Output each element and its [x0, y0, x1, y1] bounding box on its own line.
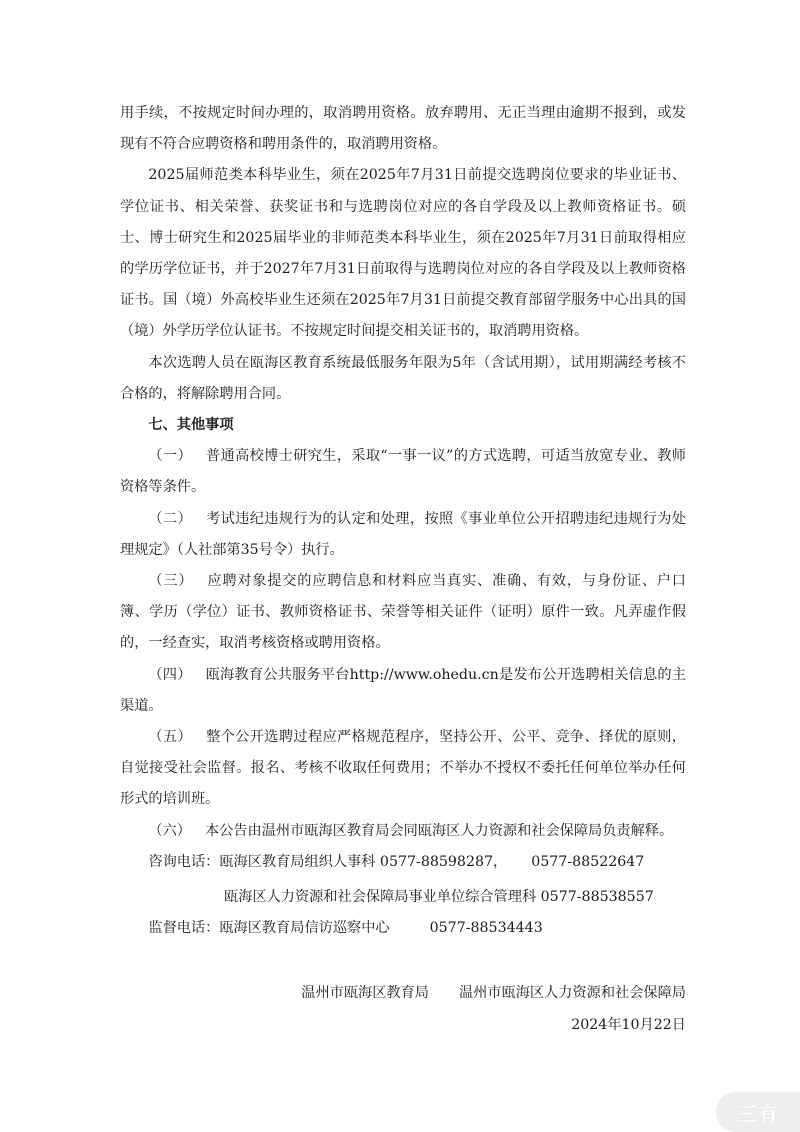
watermark-badge: [716, 1092, 800, 1132]
consult-phone-line-2: [120, 882, 686, 913]
signature-org2: 温州市瓯海区人力资源和社会保障局: [458, 985, 686, 1002]
supervise-phone: 0577-88534443: [429, 920, 543, 937]
item-label: （三）: [148, 573, 194, 590]
item-label: （二）: [148, 510, 193, 527]
paragraph-continued: 用手续，不按规定时间办理的，取消聘用资格。放弃聘用、无正当理由逾期不报到，或发现有不符合应聘资格和聘用条件的，取消聘用资格。: [120, 105, 686, 153]
item-text: 考试违纪违规行为的认定和处理，按照《事业单位公开招聘违纪违规行为处理规定》（人社部第35号令）执行。: [120, 510, 686, 558]
signature-date: 2024年10月22日: [571, 1016, 686, 1033]
consult-phone-line: [120, 847, 686, 878]
signature-orgs: [120, 978, 686, 1009]
consult-dept2: 瓯海区人力资源和社会保障局事业单位综合管理科 0577-88538557: [224, 889, 654, 906]
watermark-text: 三有: [737, 1101, 779, 1126]
signature-org1: 温州市瓯海区教育局: [301, 985, 429, 1002]
list-item: [120, 816, 686, 847]
supervise-label: 监督电话：: [148, 920, 220, 937]
list-item: [120, 504, 686, 566]
consult-label: 咨询电话：: [148, 853, 220, 870]
list-item: [120, 566, 686, 660]
item-text: 瓯海教育公共服务平台http://www.ohedu.cn是发布公开选聘相关信息的主渠道。: [120, 666, 686, 714]
list-item: [120, 660, 686, 722]
list-item: [120, 722, 686, 816]
section-heading: 七、其他事项: [148, 417, 234, 434]
paragraph-service-term: 本次选聘人员在瓯海区教育系统最低服务年限为5年（含试用期），试用期满经考核不合格的，将解除聘用合同。: [120, 354, 686, 402]
list-item: [120, 441, 686, 503]
supervise-dept: 瓯海区教育局信访巡察中心: [219, 920, 390, 937]
paragraph-certificates: 2025届师范类本科毕业生，须在2025年7月31日前提交选聘岗位要求的毕业证书、学位证书、相关荣誉、获奖证书和与选聘岗位对应的各自学段及以上教师资格证书。硕士、博士研究生和2025届毕业的非师范类本科毕业生，须在2025年7月31日前取得相应的学历学位证书，并于2027年7月31日前取得与选聘岗位对应的各自学段及以上教师资格证书。国（境）外高校毕业生还须在2025年7月31日前提交教育部留学服务中心出具的国（境）外学历学位认证书。不按规定时间提交相关证书的，取消聘用资格。: [120, 167, 686, 340]
item-label: （一）: [148, 448, 192, 465]
document-page: [120, 98, 686, 1041]
item-label: （六）: [148, 822, 191, 839]
item-label: （四）: [148, 666, 192, 683]
item-text: 整个公开选聘过程应严格规范程序，坚持公开、公平、竞争、择优的原则，自觉接受社会监督。报名、考核不收取任何费用；不举办不授权不委托任何单位举办任何形式的培训班。: [120, 729, 686, 808]
consult-dept1: 瓯海区教育局组织人事科 0577-88598287，: [219, 853, 508, 870]
supervise-phone-line: [120, 913, 686, 944]
item-text: 本公告由温州市瓯海区教育局会同瓯海区人力资源和社会保障局负责解释。: [204, 822, 674, 839]
item-text: 普通高校博士研究生，采取“一事一议”的方式选聘，可适当放宽专业、教师资格等条件。: [120, 448, 686, 496]
consult-phone2: 0577-88522647: [531, 853, 645, 870]
item-text: 应聘对象提交的应聘信息和材料应当真实、准确、有效，与身份证、户口簿、学历（学位）证书、教师资格证书、荣誉等相关证件（证明）原件一致。凡弄虚作假的，一经查实，取消考核资格或聘用资格。: [120, 573, 686, 652]
item-label: （五）: [148, 729, 193, 746]
